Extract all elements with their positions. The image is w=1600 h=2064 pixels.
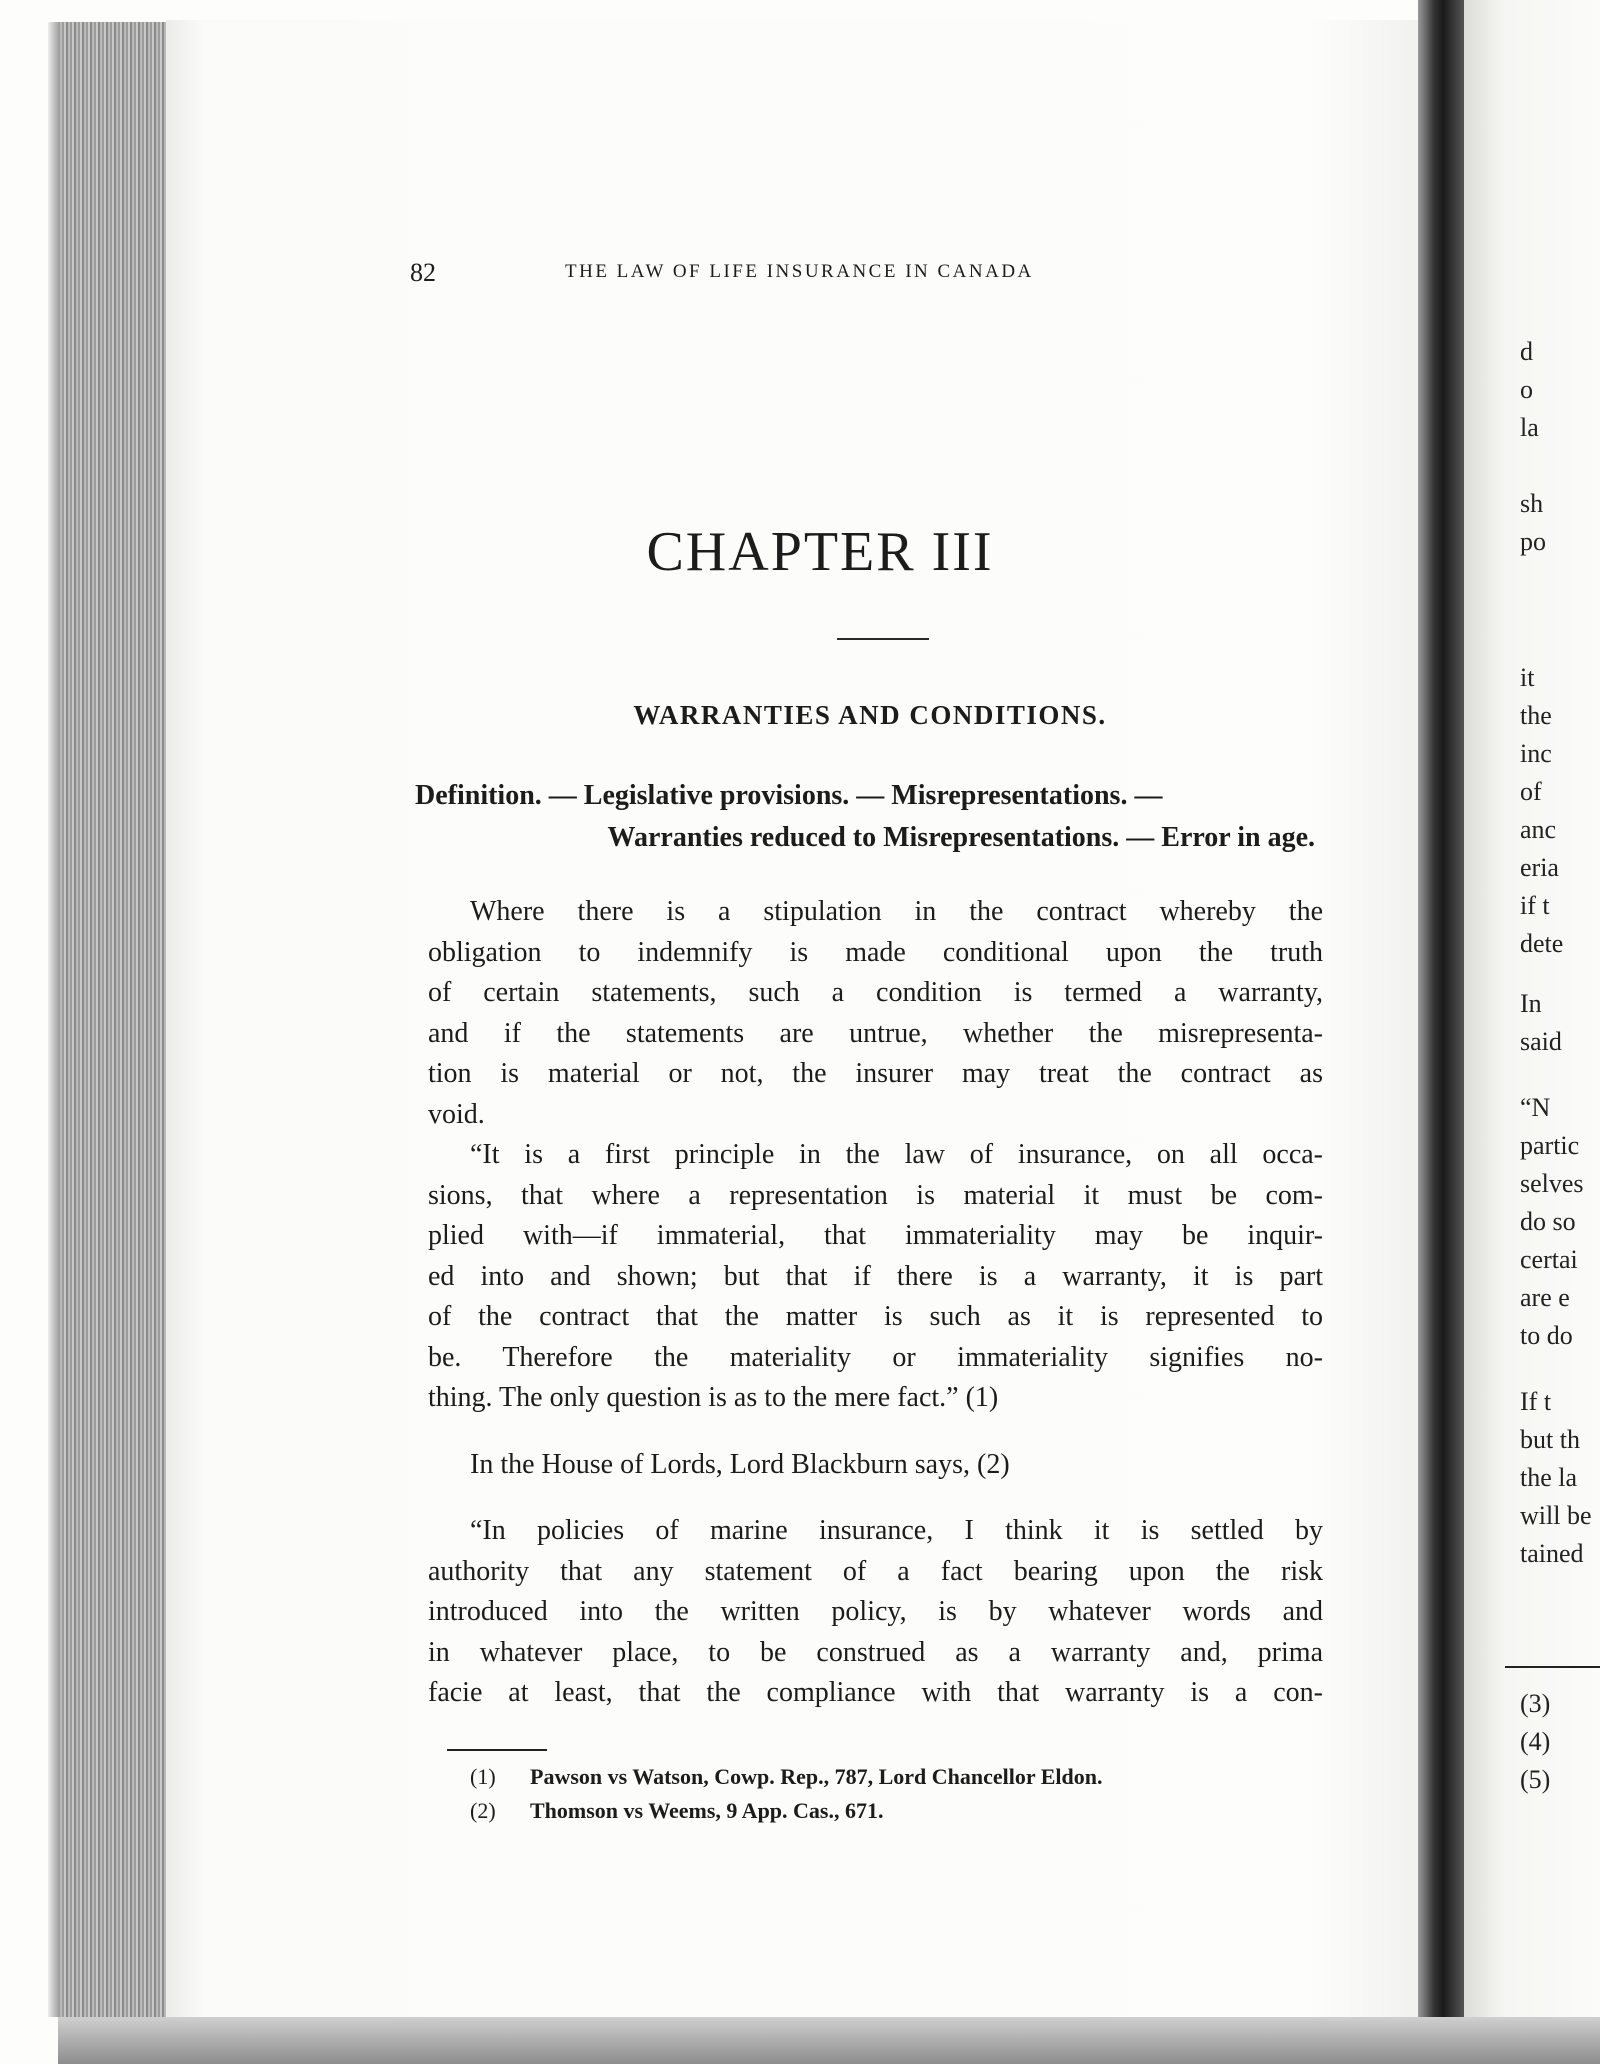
text-line: obligation to indemnify is made conditional upon the truth [428, 936, 1323, 968]
right-page-fragment: selves [1520, 1169, 1584, 1198]
right-page-fragment: (3) [1520, 1689, 1551, 1718]
text-line: ed into and shown; but that if there is a warranty, it is part [428, 1260, 1323, 1292]
section-title: WARRANTIES AND CONDITIONS. [633, 700, 1107, 730]
right-page-fragment: said [1520, 1027, 1562, 1056]
right-page-fragment: of [1520, 777, 1542, 806]
text-line: in whatever place, to be construed as a warranty and, prima [428, 1636, 1323, 1668]
footnote-1 [470, 1760, 1350, 1794]
footnotes [470, 1760, 1350, 1828]
paragraph-2 [428, 1135, 1323, 1419]
right-page-fragment: will be [1520, 1501, 1592, 1530]
right-page-fragment: la [1520, 413, 1539, 442]
text-line: In the House of Lords, Lord Blackburn says, (2) [470, 1448, 1010, 1480]
text-line: “In policies of marine insurance, I think it is settled by [470, 1515, 1323, 1546]
right-page-fragment: (5) [1520, 1765, 1551, 1794]
text-line: of certain statements, such a condition is termed a warranty, [428, 977, 1323, 1008]
text-line: void. [428, 1098, 485, 1130]
right-page-fragment: if t [1520, 891, 1550, 920]
paragraph-4 [428, 1511, 1323, 1714]
page-number: 82 [410, 258, 436, 287]
running-header [410, 258, 1210, 298]
right-page-fragment: inc [1520, 739, 1552, 768]
footnote-2 [470, 1794, 1350, 1828]
text-line: tion is material or not, the insurer may treat the contract as [428, 1058, 1323, 1089]
footnote-text: Pawson vs Watson, Cowp. Rep., 787, Lord Chancellor Eldon. [530, 1764, 1103, 1789]
text-line: of the contract that the matter is such as it is represented to [428, 1301, 1323, 1332]
right-page-fragment: In [1520, 989, 1542, 1018]
chapter-heading: CHAPTER III [646, 521, 994, 583]
paragraph-3 [428, 1445, 1323, 1486]
body-text [428, 892, 1323, 1714]
text-line: introduced into the written policy, is by whatever words and [428, 1596, 1323, 1627]
right-page-fragment: anc [1520, 815, 1557, 844]
right-page-fragment: d [1520, 337, 1533, 366]
right-page-fragment: If t [1520, 1387, 1552, 1416]
right-page-fragment: tained [1520, 1539, 1584, 1568]
right-page-footnote-rule [1505, 1666, 1600, 1668]
synopsis-line: Definition. — Legislative provisions. — Misrepresentations. — [415, 780, 1163, 811]
text-line: and if the statements are untrue, whether the misrepresenta- [428, 1017, 1323, 1049]
right-page-fragment: po [1520, 527, 1546, 556]
text-line: authority that any statement of a fact bearing upon the risk [428, 1555, 1323, 1587]
text-line: facie at least, that the compliance with that warranty is a con- [428, 1677, 1323, 1708]
footnote-text: Thomson vs Weems, 9 App. Cas., 671. [530, 1798, 884, 1823]
right-page-fragment: (4) [1520, 1727, 1551, 1756]
book-bottom-edge [58, 2017, 1600, 2064]
right-page-fragment: dete [1520, 929, 1564, 958]
text-line: be. Therefore the materiality or immateriality signifies no- [428, 1341, 1323, 1373]
right-page-fragment: “N [1520, 1093, 1551, 1122]
right-page-fragment: the [1520, 701, 1552, 730]
right-page-fragment: the la [1520, 1463, 1578, 1492]
running-title: THE LAW OF LIFE INSURANCE IN CANADA [565, 261, 1034, 282]
chapter-synopsis [415, 775, 1315, 859]
text-line: thing. The only question is as to the mere fact.” (1) [428, 1382, 999, 1413]
right-page-fragment: o [1520, 375, 1533, 404]
book-page-edges [58, 22, 169, 2017]
paragraph-1 [428, 892, 1323, 1135]
right-page-fragment: to do [1520, 1321, 1573, 1350]
right-page-fragment: sh [1520, 489, 1544, 518]
right-page-fragment: it [1520, 663, 1535, 692]
right-page-fragment: do so [1520, 1207, 1576, 1236]
right-page-fragment: are e [1520, 1283, 1570, 1312]
text-line: plied with—if immaterial, that immateriality may be inquir- [428, 1220, 1323, 1251]
footnote-number: (2) [470, 1798, 496, 1823]
footnote-rule [447, 1749, 547, 1751]
right-page-fragment: certai [1520, 1245, 1578, 1274]
right-page-fragment: eria [1520, 853, 1559, 882]
right-page-fragment: partic [1520, 1131, 1580, 1160]
chapter-rule [837, 638, 929, 640]
synopsis-line: Warranties reduced to Misrepresentations. — Error in age. [607, 822, 1315, 853]
text-line: sions, that where a representation is material it must be com- [428, 1179, 1323, 1211]
right-page-fragment: but th [1520, 1425, 1580, 1454]
text-line: Where there is a stipulation in the contract whereby the [470, 896, 1323, 927]
footnote-number: (1) [470, 1764, 496, 1789]
text-line: “It is a first principle in the law of insurance, on all occa- [470, 1139, 1323, 1170]
book-gutter [1418, 0, 1464, 2064]
